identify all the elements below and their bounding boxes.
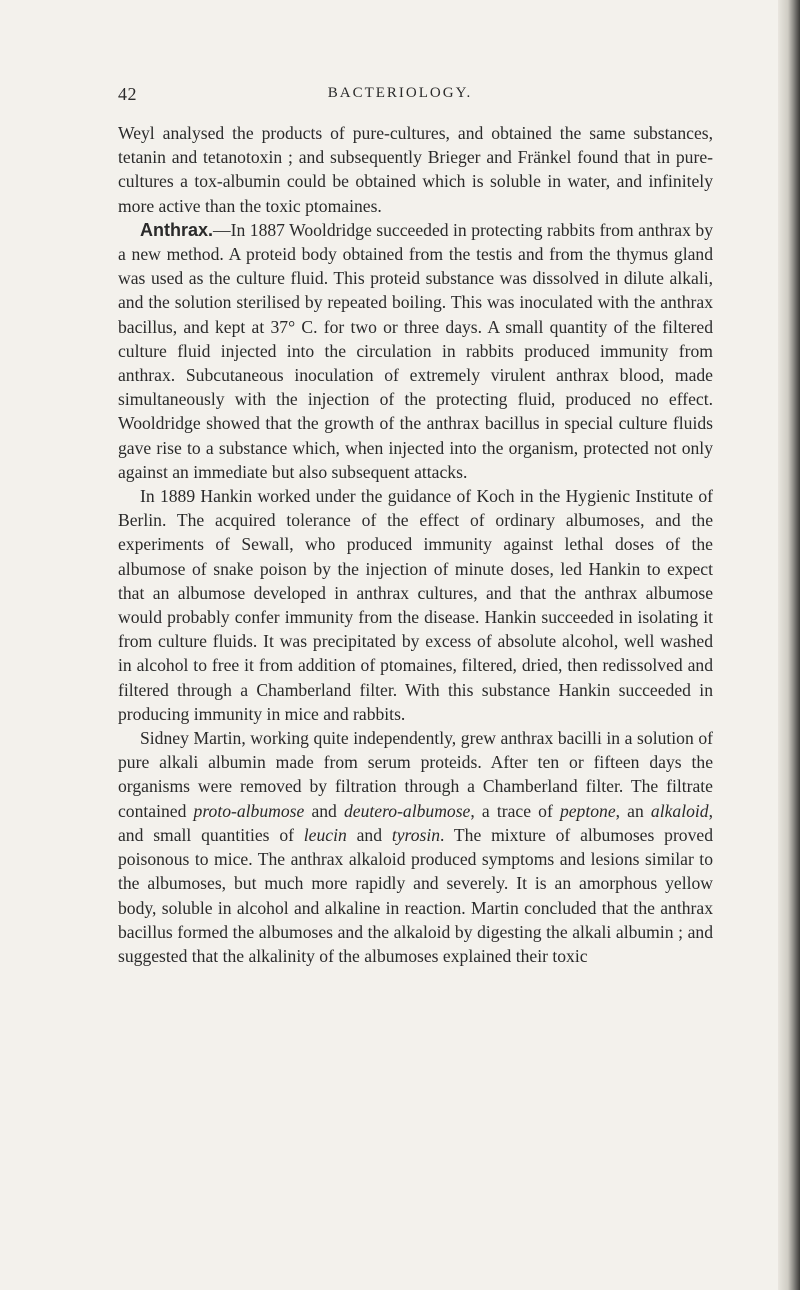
section-heading-anthrax: Anthrax. xyxy=(140,219,214,240)
paragraph-tetanus-toxins: Weyl analysed the products of pure-cultures, and obtained the same substances, tetanin and tetanotoxin ; and subsequently Brieger and Fränkel found that in pure-cultures a tox-albumin could be obtained which is soluble in water, and infinitely more active than the toxic ptomaines. xyxy=(118,123,713,216)
term-proto-albumose: proto-albumose xyxy=(193,800,305,821)
term-peptone: peptone xyxy=(559,800,616,821)
term-leucin: leucin xyxy=(303,824,347,845)
term-alkaloid: alkaloid xyxy=(650,800,709,821)
page-header xyxy=(0,84,800,108)
term-deutero-albumose: deutero-albumose xyxy=(343,800,471,821)
running-head: BACTERIOLOGY. xyxy=(327,85,473,101)
body-text xyxy=(118,121,713,968)
term-tyrosin: tyrosin xyxy=(391,824,441,845)
page-number: 42 xyxy=(118,84,137,104)
paragraph-hankin: In 1889 Hankin worked under the guidance of Koch in the Hygienic Institute of Berlin. The acquired tolerance of the effect of ordinary albumoses, and the experiments of Sewall, who produced immunity against lethal doses of the albumose of snake poison by the injection of minute doses, led Hankin to expect that an albumose developed in anthrax cultures, and that the anthrax albumose would probably confer immunity from the disease. Hankin succeeded in isolating it from culture fluids. It was precipitated by excess of absolute alcohol, well washed in alcohol to free it from addition of ptomaines, filtered, dried, then redissolved and filtered through a Chamberland filter. With this substance Hankin succeeded in producing immunity in mice and rabbits. xyxy=(118,486,713,724)
paragraph-sidney-martin: Sidney Martin, working quite independently, grew anthrax bacilli in a solution of pure alkali albumin made from serum proteids. After ten or fifteen days the organisms were removed by filtration through a Chamberland filter. The filtrate contained proto-albumose and deutero-albumose, a trace of peptone, an alkaloid, and small quantities of leucin and tyrosin. The mixture of albumoses proved poisonous to mice. The anthrax alkaloid produced symptoms and lesions similar to the albumoses, but much more rapidly and severely. It is an amorphous yellow body, soluble in alcohol and alkaline in reaction. Martin concluded that the anthrax bacillus formed the albumoses and the alkaloid by digesting the alkali albumin ; and suggested that the alkalinity of the albumoses explained their toxic xyxy=(118,728,713,966)
paragraph-anthrax-wooldridge: Anthrax.—In 1887 Wooldridge succeeded in protecting rabbits from anthrax by a new method. A proteid body obtained from the testis and from the thymus gland was used as the culture fluid. This proteid substance was dissolved in dilute alkali, and the solution sterilised by repeated boiling. This was inoculated with the anthrax bacillus, and kept at 37° C. for two or three days. A small quantity of the filtered culture fluid injected into the circulation in rabbits produced immunity from anthrax. Subcutaneous inoculation of extremely virulent anthrax blood, made simultaneously with the injection of the protecting fluid, produced no effect. Wooldridge showed that the growth of the anthrax bacillus in special culture fluids gave rise to a substance which, when injected into the organism, protected not only against an immediate but also subsequent attacks. xyxy=(118,219,713,482)
page-edge-shadow xyxy=(778,0,800,1290)
